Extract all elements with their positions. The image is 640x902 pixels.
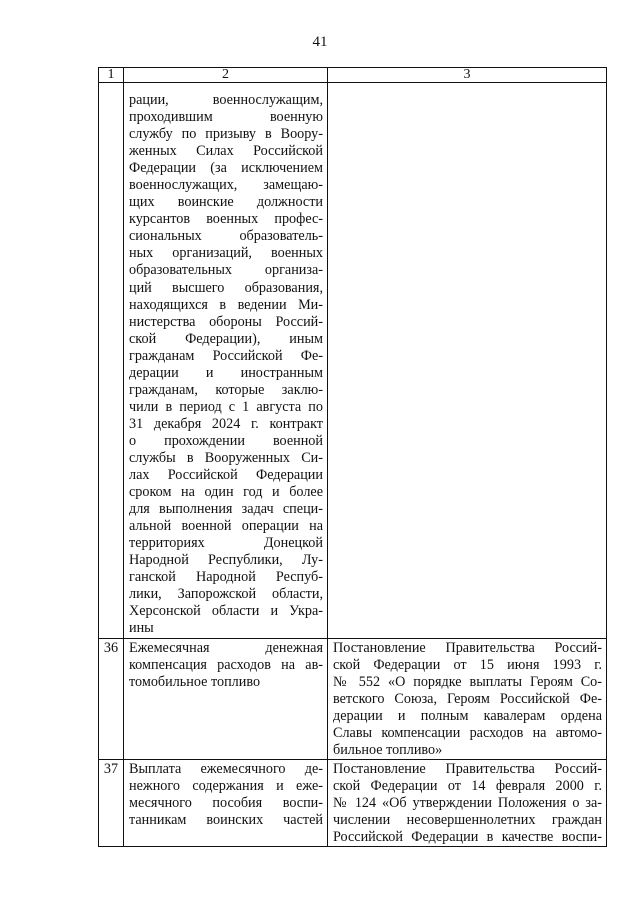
text-line: службу по призыву в Воору- — [129, 126, 323, 143]
text-line: бильное топливо» — [333, 741, 443, 758]
text-line: сиональных образователь- — [129, 228, 323, 245]
legal-basis-text — [333, 640, 602, 759]
text-line: о прохождении военной — [129, 432, 323, 449]
text-line: ций высшего образования, — [129, 279, 323, 296]
text-line: томобильное топливо — [129, 673, 261, 690]
text-line: лах Российской Федерации — [129, 467, 323, 484]
text-line: альной военной операции на — [129, 518, 323, 535]
continuation-description-cell — [124, 83, 328, 639]
text-line: Федерации (за исключением — [129, 160, 323, 177]
text-line: гражданам, которые заклю- — [129, 381, 323, 398]
text-line: Российской Федерации в качестве воспи- — [333, 829, 602, 846]
benefits-table — [98, 67, 607, 847]
text-line: Ежемесячная денежная — [129, 639, 323, 656]
text-line: лики, Запорожской области, — [129, 586, 323, 603]
description-cell — [124, 759, 328, 846]
continuation-num-cell — [99, 83, 124, 639]
description-text — [129, 92, 323, 638]
text-line: находящихся в ведении Ми- — [129, 296, 323, 313]
text-line: Херсонской области и Укра- — [129, 603, 323, 620]
text-line: Славы компенсации расходов на автомо- — [333, 724, 602, 741]
text-line: Постановление Правительства Россий- — [333, 639, 602, 656]
text-line: территориях Донецкой — [129, 535, 323, 552]
text-line: ветского Союза, Героям Российской Фе- — [333, 690, 602, 707]
text-line: курсантов военных профес- — [129, 211, 323, 228]
text-line: ской Федерации), иным — [129, 330, 323, 347]
text-line: № 124 «Об утверждении Положения о за- — [333, 794, 602, 811]
text-line: сроком на один год и более — [129, 484, 323, 501]
legal-basis-text — [333, 761, 602, 846]
text-line: Выплата ежемесячного де- — [129, 760, 323, 777]
text-line: ской Федерации от 14 февраля 2000 г. — [333, 777, 602, 794]
text-line: компенсация расходов на ав- — [129, 656, 323, 673]
row-number: 36 — [99, 638, 124, 759]
row-number: 37 — [99, 759, 124, 846]
continuation-legal-basis-cell — [328, 83, 607, 639]
legal-basis-cell — [328, 759, 607, 846]
header-col-2: 2 — [124, 68, 328, 83]
text-line: женных Силах Российской — [129, 143, 323, 160]
text-line: танникам воинских частей — [129, 811, 323, 828]
text-line: для выполнения задач специ- — [129, 501, 323, 518]
text-line: месячного пособия воспи- — [129, 794, 323, 811]
legal-basis-cell — [328, 638, 607, 759]
text-line: 31 декабря 2024 г. контракт — [129, 415, 323, 432]
text-line: нистерства обороны Россий- — [129, 313, 323, 330]
text-line: Постановление Правительства Россий- — [333, 760, 602, 777]
text-line: дерации и иностранным — [129, 364, 323, 381]
table-row-36 — [99, 638, 607, 759]
text-line: военнослужащих, замещаю- — [129, 177, 323, 194]
table-header-row — [99, 68, 607, 83]
header-col-3: 3 — [328, 68, 607, 83]
text-line: образовательных организа- — [129, 262, 323, 279]
text-line: числении несовершеннолетних граждан — [333, 811, 602, 828]
text-line: проходившим военную — [129, 109, 323, 126]
text-line: чили в период с 1 августа по — [129, 398, 323, 415]
page-number: 41 — [312, 34, 328, 50]
text-line: ины — [129, 620, 154, 637]
description-cell — [124, 638, 328, 759]
header-col-1: 1 — [99, 68, 124, 83]
text-line: ных организаций, военных — [129, 245, 323, 262]
table-row-continuation — [99, 83, 607, 639]
description-text — [129, 640, 323, 691]
text-line: службы в Вооруженных Си- — [129, 449, 323, 466]
text-line: № 552 «О порядке выплаты Героям Со- — [333, 673, 602, 690]
text-line: нежного содержания и еже- — [129, 777, 323, 794]
text-line: щих воинские должности — [129, 194, 323, 211]
text-line: рации, военнослужащим, — [129, 92, 323, 108]
text-line: Народной Республики, Лу- — [129, 552, 323, 569]
text-line: дерации и полным кавалерам ордена — [333, 707, 602, 724]
text-line: ской Федерации от 15 июня 1993 г. — [333, 656, 602, 673]
description-text — [129, 761, 323, 829]
text-line: гражданам Российской Фе- — [129, 347, 323, 364]
text-line: ганской Народной Респуб- — [129, 569, 323, 586]
table-row-37 — [99, 759, 607, 846]
